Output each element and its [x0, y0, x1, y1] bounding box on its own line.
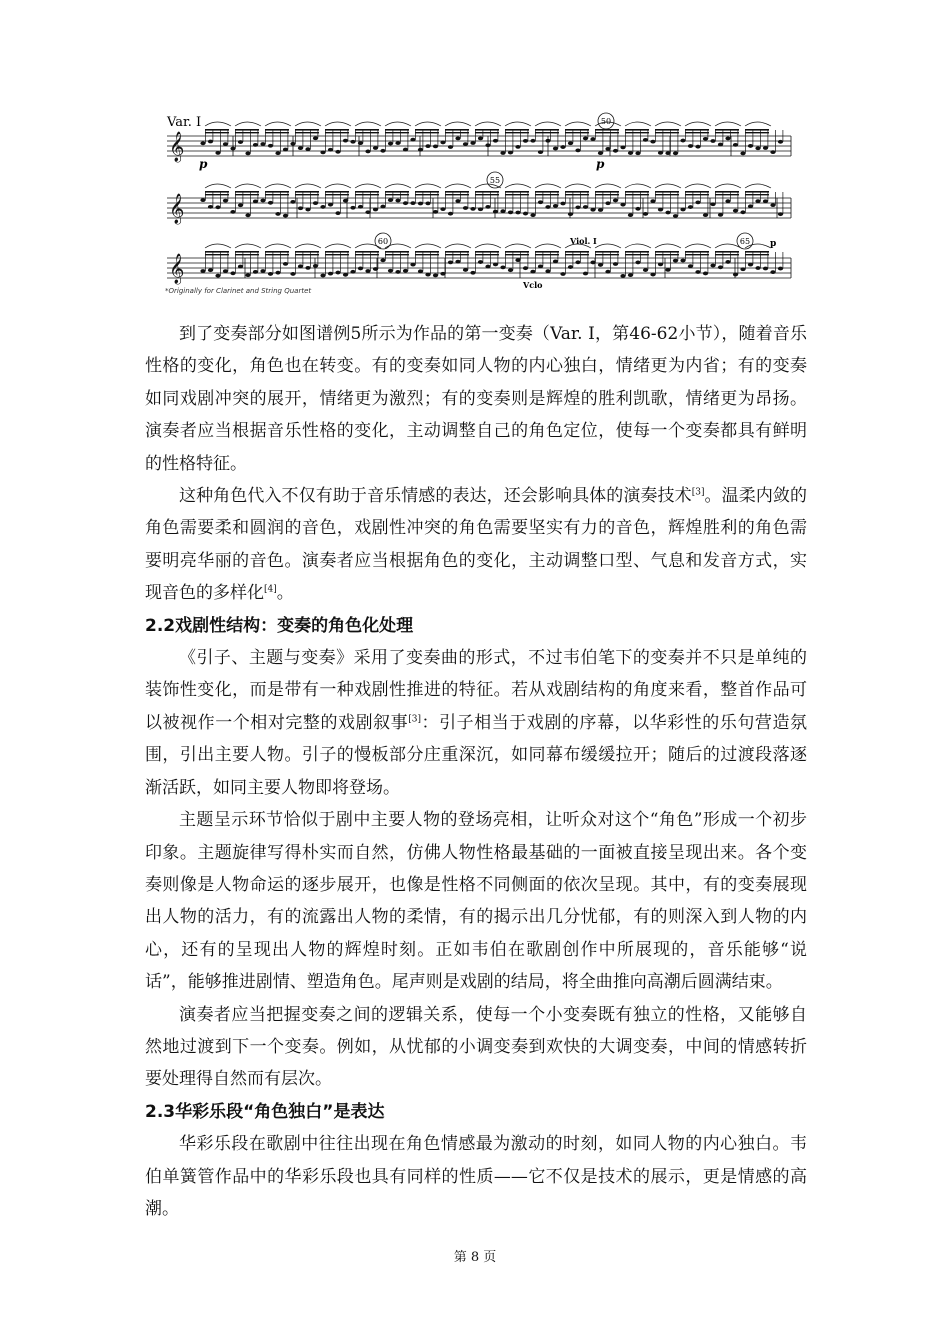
paragraph-5: 演奏者应当把握变奏之间的逻辑关系，使每一个小变奏既有独立的性格，又能够自然地过渡到下一个变奏。例如，从忧郁的小调变奏到欢快的大调变奏，中间的情感转折要处理得自然而有层次。: [145, 1004, 807, 1090]
measure-number-65: [737, 233, 753, 249]
svg-text:55: 55: [489, 176, 501, 185]
paragraph-6: 华彩乐段在歌剧中往往出现在角色情感最为激动的时刻，如同人物的内心独白。韦伯单簧管作品中的华彩乐段也具有同样的性质——它不仅是技术的展示，更是情感的高潮。: [145, 1134, 807, 1219]
svg-text:𝄞: 𝄞: [169, 132, 185, 162]
citation-3b: [3]: [408, 714, 421, 725]
svg-text:60: 60: [377, 237, 389, 246]
paragraph-2: 这种角色代入不仅有助于音乐情感的表达，还会影响具体的演奏技术[3]。温柔内敛的角色需要柔和圆润的音色，戏剧性冲突的角色需要坚实有力的音色，辉煌胜利的角色需要明亮华丽的音色。演奏者应当根据角色的变化，主动调整口型、气息和发音方式，实现音色的多样化[4]。: [145, 486, 808, 604]
svg-text:50: 50: [600, 117, 612, 126]
score-footnote: *Originally for Clarinet and String Quartet: [165, 287, 312, 295]
svg-text:𝄞: 𝄞: [169, 194, 185, 224]
paragraph-1: 到了变奏部分如图谱例5所示为作品的第一变奏（Var. I，第46-62小节），随着音乐性格的变化，角色也在转变。有的变奏如同人物的内心独白，情绪更为内省；有的变奏如同戏剧冲突的展开，情绪更为激烈；有的变奏则是辉煌的胜利凯歌，情绪更为昂扬。演奏者应当根据音乐性格的变化，主动调整自己的角色定位，使每一个变奏都具有鲜明的性格特征。: [145, 324, 807, 474]
citation-4: [4]: [264, 584, 277, 595]
section-heading-2-2: 2.2戏剧性结构：变奏的角色化处理: [145, 615, 414, 636]
section-heading-2-3: 2.3华彩乐段“角色独白”是表达: [145, 1101, 385, 1122]
music-score-example: [165, 110, 795, 295]
paragraph-3: 《引子、主题与变奏》采用了变奏曲的形式，不过韦伯笔下的变奏并不只是单纯的装饰性变化，而是带有一种戏剧性推进的特征。若从戏剧结构的角度来看，整首作品可以被视作一个相对完整的戏剧叙事[3]：引子相当于戏剧的序幕，以华彩性的乐句营造氛围，引出主要人物。引子的慢板部分庄重深沉，如同幕布缓缓拉开；随后的过渡段落逐渐活跃，如同主要人物即将登场。: [145, 648, 808, 798]
dynamic-mark-2: p: [596, 157, 605, 171]
page-number: 第 8 页: [453, 1250, 497, 1265]
measure-number-50: [598, 113, 614, 129]
svg-text:𝄞: 𝄞: [169, 254, 185, 284]
cello-label: Vclo: [523, 280, 543, 290]
dynamic-mark-3: p: [770, 239, 777, 249]
score-image: [165, 110, 795, 295]
svg-text:65: 65: [739, 237, 751, 246]
dynamic-mark: p: [199, 157, 208, 171]
viola-label: Viol. I: [570, 236, 597, 246]
body-text-1: [145, 318, 807, 1225]
variation-label: Var. I: [167, 115, 202, 130]
paragraph-4: 主题呈示环节恰似于剧中主要人物的登场亮相，让听众对这个“角色”形成一个初步印象。主题旋律写得朴实而自然，仿佛人物性格最基础的一面被直接呈现出来。各个变奏则像是人物命运的逐步展开，也像是性格不同侧面的依次呈现。其中，有的变奏展现出人物的活力，有的流露出人物的柔情，有的揭示出几分忧郁，有的则深入到人物的内心，还有的呈现出人物的辉煌时刻。正如韦伯在歌剧创作中所展现的，音乐能够“说话”，能够推进剧情、塑造角色。尾声则是戏剧的结局，将全曲推向高潮后圆满结束。: [145, 810, 807, 993]
measure-number-60: [375, 233, 391, 249]
citation-3: [3]: [691, 487, 705, 498]
